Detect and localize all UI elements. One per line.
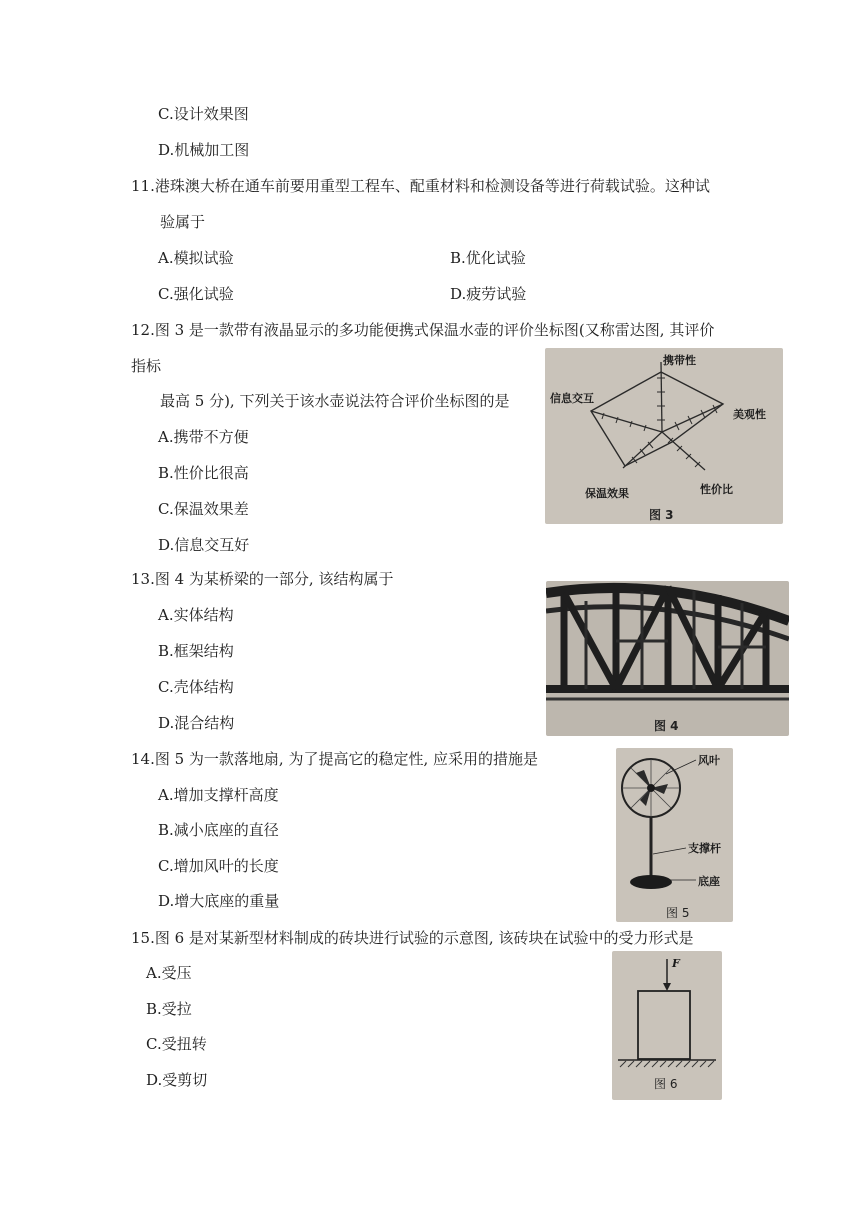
brick-force-figure [612,951,722,1100]
question-12-stem: 12.图 3 是一款带有液晶显示的多功能便携式保温水壶的评价坐标图(又称雷达图, 其评价 [131,321,715,339]
radar-axis-label: 性价比 [700,483,733,496]
option-a: A.增加支撑杆高度 [158,786,279,804]
option-c: C.增加风叶的长度 [158,857,279,875]
option-b: B.优化试验 [450,249,526,267]
question-13-stem: 13.图 4 为某桥梁的一部分, 该结构属于 [131,570,394,588]
option-d: D.疲劳试验 [450,285,527,303]
option-d: D.增大底座的重量 [158,892,280,910]
radar-axis-label: 携带性 [663,354,696,367]
radar-chart-figure [545,348,783,524]
figure-caption: 图 5 [666,906,690,920]
option-a: A.携带不方便 [158,428,249,446]
question-14-stem: 14.图 5 为一款落地扇, 为了提高它的稳定性, 应采用的措施是 [131,750,539,768]
figure-caption: 图 4 [654,719,679,733]
force-label: F [672,957,680,970]
option-a: A.受压 [146,964,192,982]
fan-pole-label: 支撑杆 [688,842,721,855]
option-d: D.信息交互好 [158,536,250,554]
option-b: B.性价比很高 [158,464,249,482]
question-15-stem: 15.图 6 是对某新型材料制成的砖块进行试验的示意图, 该砖块在试验中的受力形式是 [131,929,694,947]
option-b: B.受拉 [146,1000,192,1018]
radar-axis-label: 美观性 [733,408,766,421]
option-c: C.保温效果差 [158,500,249,518]
fan-base-label: 底座 [698,875,720,888]
option-a: A.实体结构 [158,606,234,624]
floor-fan-figure [616,748,733,922]
option-c: C.强化试验 [158,285,234,303]
figure-caption: 图 6 [654,1077,678,1091]
radar-axis-label: 保温效果 [585,487,629,500]
option-b: B.减小底座的直径 [158,821,279,839]
option-c: C.壳体结构 [158,678,234,696]
option-a: A.模拟试验 [158,249,234,267]
question-11-stem: 11.港珠澳大桥在通车前要用重型工程车、配重材料和检测设备等进行荷载试验。这种试 [131,177,710,195]
option-c: C.设计效果图 [158,105,249,123]
question-11-stem-cont: 验属于 [160,213,206,231]
option-d: D.混合结构 [158,714,235,732]
fan-blade-label: 风叶 [698,754,720,767]
figure-caption: 图 3 [649,508,674,522]
question-12-stem-cont: 指标 [131,357,162,375]
option-c: C.受扭转 [146,1035,207,1053]
option-b: B.框架结构 [158,642,234,660]
option-d: D.机械加工图 [158,141,250,159]
bridge-truss-figure [546,581,789,736]
question-12-stem-cont2: 最高 5 分), 下列关于该水壶说法符合评价坐标图的是 [160,392,510,410]
option-d: D.受剪切 [146,1071,208,1089]
radar-axis-label: 信息交互 [550,392,594,405]
